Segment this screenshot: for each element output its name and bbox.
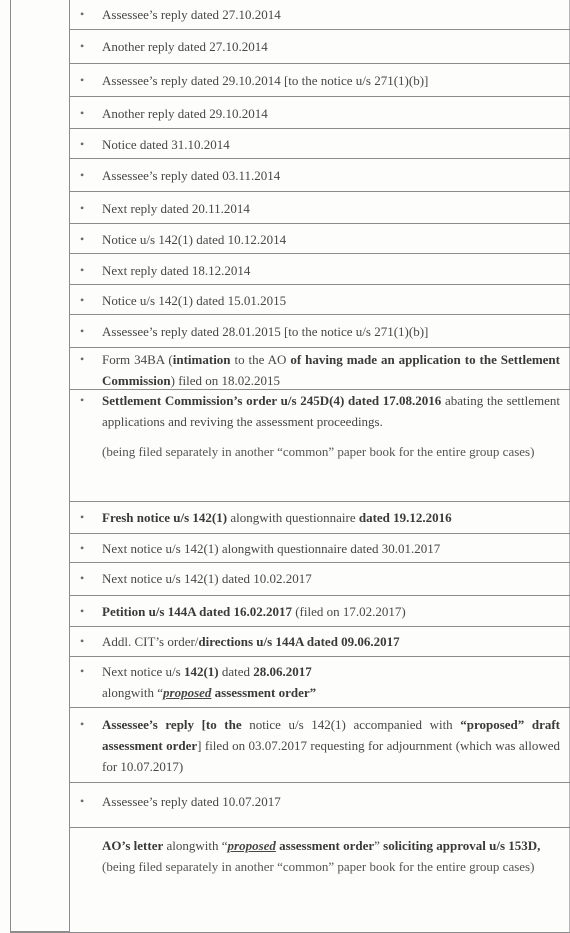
bullet-icon: • — [80, 352, 85, 366]
row-text: Assessee’s reply dated 28.01.2015 [to the notice u/s 271(1)(b)] — [102, 324, 429, 339]
table-row — [70, 533, 570, 562]
row-text: Addl. CIT’s order/directions u/s 144A dated 09.06.2017 — [102, 634, 400, 649]
bullet-icon: • — [80, 604, 85, 618]
bullet-icon: • — [80, 571, 85, 585]
bullet-icon: • — [80, 137, 85, 151]
bullet-icon: • — [80, 201, 85, 215]
bullet-icon: • — [80, 664, 85, 678]
row-text: Assessee’s reply dated 10.07.2017 — [102, 794, 281, 809]
row-text: AO’s letter alongwith “proposed assessment order” soliciting approval u/s 153D, (being filed separately in another “common” paper book for the entire group cases) — [102, 838, 541, 874]
bullet-icon: • — [80, 717, 85, 731]
bullet-icon: • — [80, 510, 85, 524]
bullet-icon: • — [80, 393, 85, 407]
table-row — [70, 314, 570, 347]
row-text: Another reply dated 29.10.2014 — [102, 106, 268, 121]
table-row — [70, 63, 570, 96]
table-row — [70, 827, 570, 932]
bullet-icon: • — [80, 794, 85, 808]
table-row — [70, 389, 570, 501]
table-row — [70, 562, 570, 595]
table-row — [70, 656, 570, 707]
row-text: Notice dated 31.10.2014 — [102, 137, 230, 152]
table-row — [70, 128, 570, 158]
row-text: Next notice u/s 142(1) dated 28.06.2017 alongwith “proposed assessment order” — [102, 664, 317, 700]
table-row — [70, 284, 570, 314]
table-row — [70, 626, 570, 656]
table-row — [70, 595, 570, 626]
bullet-icon: • — [80, 7, 85, 21]
left-column — [10, 0, 70, 932]
table-row — [70, 158, 570, 191]
row-text: Notice u/s 142(1) dated 10.12.2014 — [102, 232, 287, 247]
bullet-icon: • — [80, 324, 85, 338]
row-text: Petition u/s 144A dated 16.02.2017 (filed on 17.02.2017) — [102, 604, 406, 619]
bullet-icon: • — [80, 634, 85, 648]
table-row — [70, 191, 570, 223]
bullet-icon: • — [80, 263, 85, 277]
row-text: Settlement Commission’s order u/s 245D(4) dated 17.08.2016 abating the settlement applications and reviving the assessment proceedings. (being filed separately in another “common” paper book for the entire group cases) — [102, 390, 560, 462]
bullet-icon: • — [80, 232, 85, 246]
row-text: Next notice u/s 142(1) alongwith questionnaire dated 30.01.2017 — [102, 541, 441, 556]
bullet-icon: • — [80, 168, 85, 182]
row-note: (being filed separately in another “common” paper book for the entire group cases) — [102, 859, 535, 874]
row-text: Assessee’s reply dated 03.11.2014 — [102, 168, 281, 183]
bullet-icon: • — [80, 73, 85, 87]
bullet-icon: • — [80, 106, 85, 120]
row-note: (being filed separately in another “common” paper book for the entire group cases) — [102, 444, 535, 459]
bullet-icon: • — [80, 293, 85, 307]
row-text: Assessee’s reply [to the notice u/s 142(1) accompanied with “proposed” draft assessment order] filed on 03.07.2017 requesting for adjournment (which was allowed for 10.07.2017) — [102, 717, 560, 774]
bullet-icon: • — [80, 541, 85, 555]
row-text: Fresh notice u/s 142(1) alongwith questionnaire dated 19.12.2016 — [102, 510, 452, 525]
table-row — [70, 96, 570, 128]
table-row — [70, 0, 570, 29]
row-text: Next reply dated 18.12.2014 — [102, 263, 251, 278]
row-text: Notice u/s 142(1) dated 15.01.2015 — [102, 293, 287, 308]
row-text: Form 34BA (intimation to the AO of having made an application to the Settlement Commission) filed on 18.02.2015 — [102, 352, 560, 388]
table-row — [70, 253, 570, 284]
table-row — [70, 29, 570, 63]
document-table — [10, 0, 570, 932]
table-row — [70, 347, 570, 389]
table-row — [70, 782, 570, 827]
row-text: Assessee’s reply dated 29.10.2014 [to the notice u/s 271(1)(b)] — [102, 73, 429, 88]
bullet-icon: • — [80, 39, 85, 53]
row-text: Assessee’s reply dated 27.10.2014 — [102, 7, 281, 22]
table-row — [70, 223, 570, 253]
row-text: Another reply dated 27.10.2014 — [102, 39, 268, 54]
table-row — [70, 707, 570, 782]
table-row — [70, 501, 570, 533]
row-text: Next notice u/s 142(1) dated 10.02.2017 — [102, 571, 312, 586]
row-text: Next reply dated 20.11.2014 — [102, 201, 250, 216]
